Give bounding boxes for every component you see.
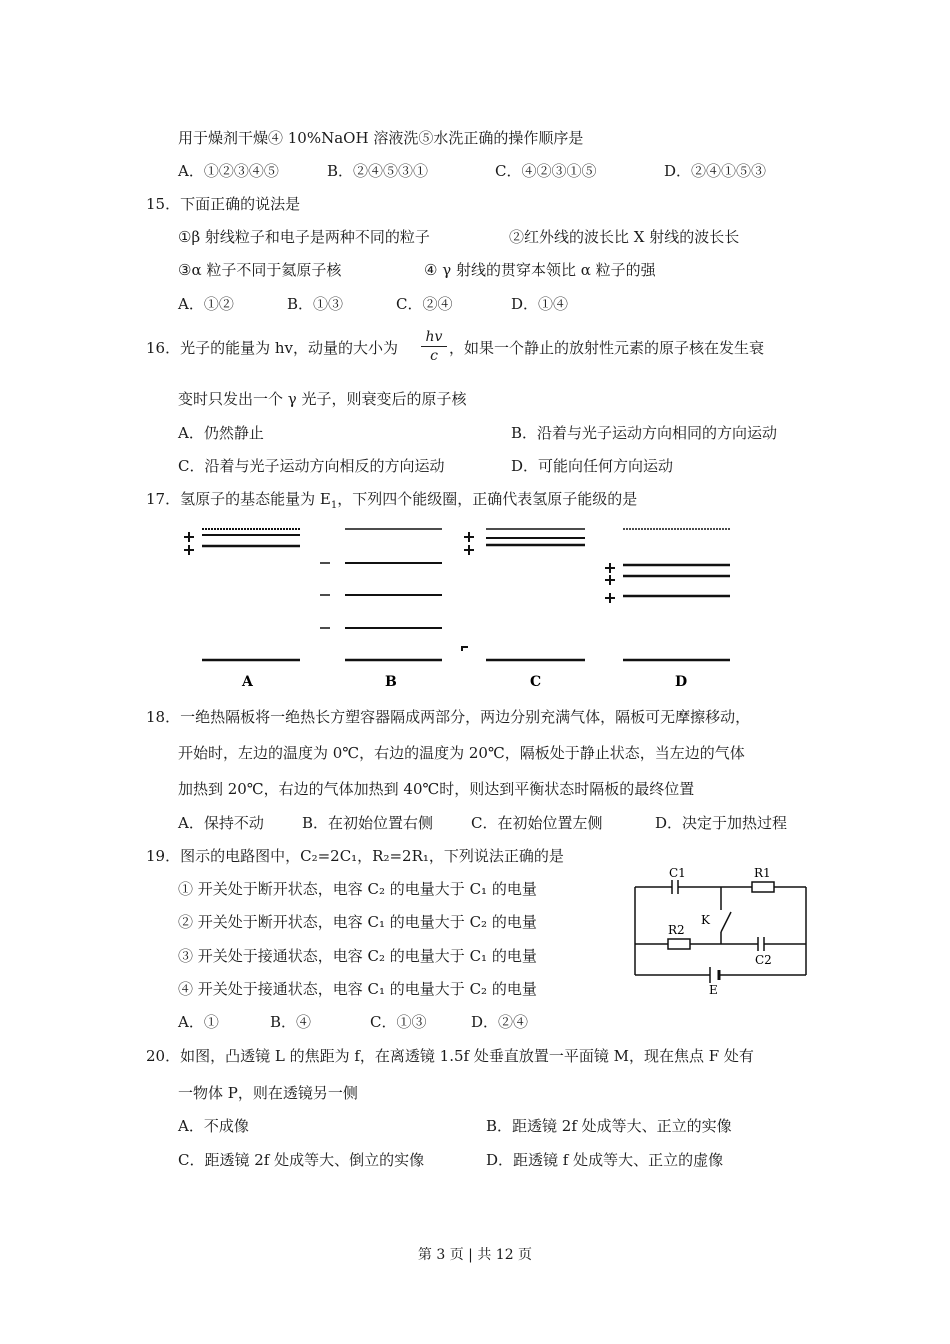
q18-line-3: 加热到 20℃，右边的气体加热到 40℃时，则达到平衡状态时隔板的最终位置	[178, 780, 695, 798]
q20-option-b: B．距透镜 2f 处成等大、正立的实像	[486, 1117, 732, 1135]
q20-line-1: 20．如图，凸透镜 L 的焦距为 f，在离透镜 1.5f 处垂直放置一平面镜 M，现在焦点 F 处有	[146, 1047, 754, 1065]
q18-option-b: B．在初始位置右侧	[302, 814, 434, 832]
q18-option-c: C．在初始位置左侧	[471, 814, 603, 832]
diagram-label-a: A	[242, 674, 253, 690]
q14-option-b: B．②④⑤③①	[327, 162, 429, 180]
q19-stem: 19．图示的电路图中，C₂=2C₁，R₂=2R₁，下列说法正确的是	[146, 847, 564, 865]
label-r1: R1	[754, 866, 771, 880]
q19-statement-2: ② 开关处于断开状态，电容 C₁ 的电量大于 C₂ 的电量	[178, 913, 537, 931]
label-k: K	[701, 913, 710, 927]
q14-option-a: A．①②③④⑤	[178, 162, 279, 180]
page-footer: 第 3 页 | 共 12 页	[417, 1247, 533, 1263]
q15-option-d: D．①④	[511, 295, 569, 313]
q18-option-d: D．决定于加热过程	[655, 814, 788, 832]
q15-stem: 15．下面正确的说法是	[146, 195, 301, 213]
q16-stem-part2: ，如果一个静止的放射性元素的原子核在发生衰	[449, 339, 765, 357]
diagram-d	[605, 529, 730, 660]
q20-option-a: A．不成像	[178, 1117, 249, 1135]
diagram-b	[320, 529, 442, 660]
momentum-fraction	[421, 329, 447, 364]
q14-option-d: D．②④①⑤③	[664, 162, 767, 180]
q16-option-d: D．可能向任何方向运动	[511, 457, 674, 475]
q14-continuation: 用于燥剂干燥④ 10%NaOH 溶液洗⑤水洗正确的操作顺序是	[178, 129, 584, 147]
q19-option-d: D．②④	[471, 1013, 529, 1031]
q19-statement-1: ① 开关处于断开状态，电容 C₂ 的电量大于 C₁ 的电量	[178, 880, 537, 898]
q15-statement-1: ①β 射线粒子和电子是两种不同的粒子	[178, 228, 430, 246]
diagram-a	[184, 529, 300, 660]
q19-statement-4: ④ 开关处于接通状态，电容 C₁ 的电量大于 C₂ 的电量	[178, 980, 537, 998]
q15-option-c: C．②④	[396, 295, 453, 313]
q15-statement-3: ③α 粒子不同于氦原子核	[178, 261, 342, 279]
resistor-r2	[668, 939, 690, 949]
q16-option-c: C．沿着与光子运动方向相反的方向运动	[178, 457, 445, 475]
label-c2: C2	[755, 953, 772, 967]
q20-option-c: C．距透镜 2f 处成等大、倒立的实像	[178, 1151, 425, 1169]
q15-option-b: B．①③	[287, 295, 344, 313]
label-c1: C1	[669, 866, 686, 880]
q17-stem-part2: ，下列四个能级圈，正确代表氢原子能级的是	[337, 490, 638, 508]
fraction-numerator: hv	[425, 329, 443, 345]
q15-statement-4: ④ γ 射线的贯穿本领比 α 粒子的强	[424, 261, 656, 279]
switch-k	[721, 912, 731, 932]
q16-stem-part3: 变时只发出一个 γ 光子，则衰变后的原子核	[178, 390, 467, 408]
label-r2: R2	[668, 923, 685, 937]
fraction-denominator: c	[430, 348, 438, 364]
q19-statement-3: ③ 开关处于接通状态，电容 C₂ 的电量大于 C₁ 的电量	[178, 947, 537, 965]
q16-stem-part1: 16．光子的能量为 hv，动量的大小为	[146, 339, 398, 357]
q15-statement-2: ②红外线的波长比 X 射线的波长长	[509, 228, 740, 246]
diagram-label-b: B	[385, 674, 397, 690]
energy-level-diagrams	[180, 520, 740, 692]
q20-option-d: D．距透镜 f 处成等大、正立的虚像	[486, 1151, 724, 1169]
q18-line-1: 18．一绝热隔板将一绝热长方塑容器隔成两部分，两边分别充满气体，隔板可无摩擦移动，	[146, 708, 751, 726]
q19-option-c: C．①③	[370, 1013, 427, 1031]
diagram-c	[462, 529, 585, 660]
q17-stem-part1: 17．氢原子的基态能量为 E	[146, 490, 331, 508]
q18-option-a: A．保持不动	[178, 814, 264, 832]
q15-option-a: A．①②	[178, 295, 234, 313]
q14-option-c: C．④②③①⑤	[495, 162, 597, 180]
q19-option-b: B．④	[270, 1013, 312, 1031]
diagram-label-d: D	[675, 674, 688, 690]
q19-option-a: A．①	[178, 1013, 219, 1031]
q16-option-a: A．仍然静止	[178, 424, 264, 442]
q17-stem	[146, 489, 637, 516]
label-e: E	[709, 983, 718, 997]
q18-line-2: 开始时，左边的温度为 0℃，右边的温度为 20℃，隔板处于静止状态，当左边的气体	[178, 744, 745, 762]
q17-subscript: 1	[330, 500, 338, 511]
diagram-label-c: C	[530, 674, 542, 690]
resistor-r1	[752, 882, 774, 892]
q16-option-b: B．沿着与光子运动方向相同的方向运动	[511, 424, 778, 442]
q20-line-2: 一物体 P，则在透镜另一侧	[178, 1084, 358, 1102]
circuit-diagram	[625, 862, 815, 997]
